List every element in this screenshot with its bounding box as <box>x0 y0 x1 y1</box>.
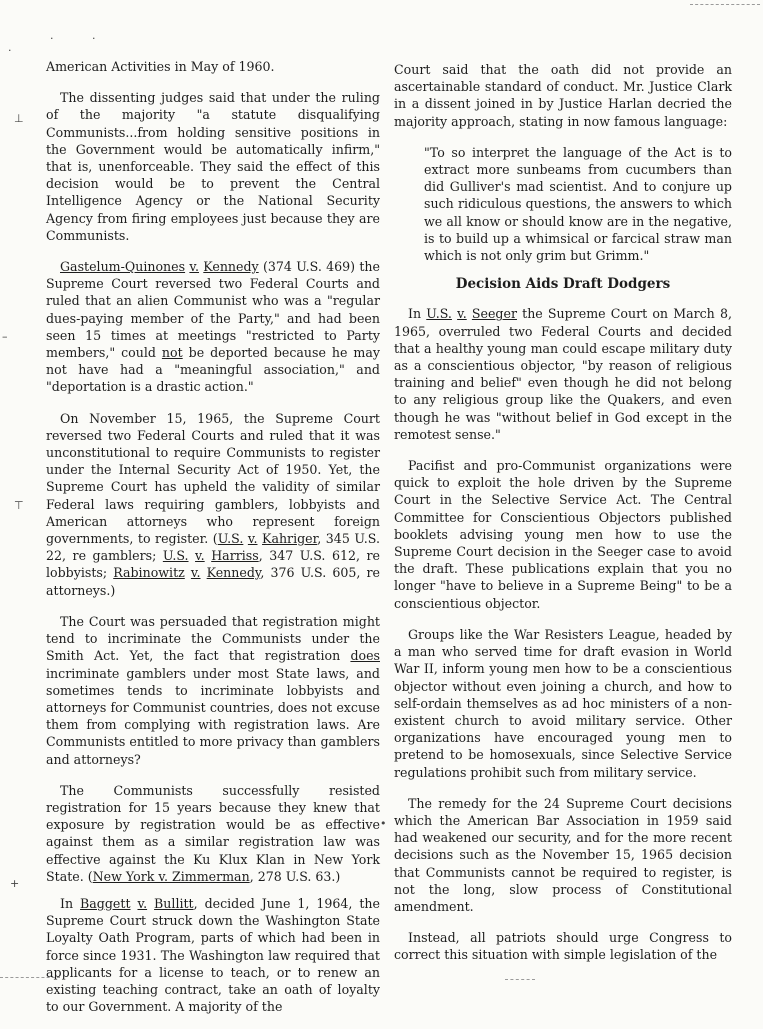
case-name: U.S. <box>426 306 452 322</box>
case-name: U.S. <box>217 531 244 547</box>
case-versus: v. <box>190 565 201 581</box>
paragraph: Groups like the War Resisters League, headed by a man who served time for draft evasion in World War II, inform young men how to be a conscientious objector without even joining a church, and how to self-ordain themselves as ad hoc ministers of a non-existent church to avoid military service. Other organizations have encouraged young men to pretend to be homosexuals, since Selective Service regulations prohibit such from military service. <box>394 626 732 780</box>
paragraph <box>46 258 380 396</box>
paragraph: Pacifist and pro-Communist organizations were quick to exploit the hole driven by the Supreme Court in the Selective Service Act. The Central Committee for Conscientious Objectors published booklets advising young men how to use the Supreme Court decision in the Seeger case to avoid the draft. These publications explain that you no longer "have to believe in a Supreme Being" to be a conscientious objector. <box>394 458 732 611</box>
paragraph: The remedy for the 24 Supreme Court decisions which the American Bar Association in 1959 said had weakened our security, and for the more recent decisions such as the November 15, 1965 decision that Communists cannot be required to register, is not the long, slow process of Constitutional amendment. <box>394 795 732 914</box>
right-column <box>394 61 732 978</box>
paragraph-text: , 376 U.S. 605, re attorneys.) <box>46 565 380 598</box>
paragraph: The dissenting judges said that under the ruling of the majority "a statute disqualifying Communists...from holding sensitive positions in the Government would be automatically infirm," that is, unenforceable. They said the effect of this decision would be to prevent the Central Intelligence Agency or the National Security Agency from firing employees just because they are Communists. <box>46 90 380 243</box>
case-versus: v. <box>189 259 199 275</box>
paragraph <box>46 782 380 885</box>
paragraph: Court said that the oath did not provide an ascertainable standard of conduct. Mr. Justice Clark in a dissent joined in by Justice Harlan decried the majority approach, stating in now famous language: <box>394 62 732 129</box>
paragraph-text: be deported because he may not have had a "meaningful association," and "deportation is a drastic action." <box>46 345 380 395</box>
paragraph <box>394 305 732 443</box>
paragraph-text: The Communists successfully resisted registration for 15 years because they knew that exposure by registration would be as effective against them as a similar registration law was effective against the Ku Klux Klan in New York State. ( <box>46 782 380 884</box>
case-name: Bullitt <box>154 895 194 911</box>
case-versus: v. <box>247 531 258 547</box>
margin-mark: · <box>92 32 96 45</box>
section-heading: Decision Aids Draft Dodgers <box>455 276 671 293</box>
case-name: Kennedy <box>206 565 261 581</box>
case-versus: v. <box>457 306 467 322</box>
paragraph-text: , 278 U.S. 63.) <box>249 868 341 884</box>
case-name: Harriss <box>211 548 259 564</box>
paragraph <box>46 613 380 768</box>
margin-mark: + <box>10 877 20 890</box>
bottom-edge-line <box>505 979 535 980</box>
paragraph-text: the Supreme Court on March 8, 1965, overruled two Federal Courts and decided that a healthy young man could escape military duty as a conscientious objector, "by reason of religious training and belief" even though he did not belong to any religious group like the Quakers, and even though he was "without belief in God except in the remotest sense." <box>394 306 732 442</box>
paragraph-text: , decided June 1, 1964, the Supreme Court struck down the Washington State Loyalty Oath Program, parts of which had been in force since 1931. The Washington law required that applicants for a license to teach, or to renew an existing teaching contract, take an oath of loyalty to our Government. A majority of the <box>46 895 380 1015</box>
block-quote: "To so interpret the language of the Act is to extract more sunbeams from cucumbers than did Gulliver's mad scientist. And to conjure up such ridiculous questions, the answers to which we all know or should know are in the negative, is to build up a whimsical or farcical straw man which is not only grim but Grimm." <box>424 144 732 264</box>
paragraph-text: The Court was persuaded that registration might tend to incriminate the Communists under the Smith Act. Yet, the fact that registration <box>46 613 380 664</box>
paragraph: American Activities in May of 1960. <box>46 59 275 74</box>
margin-mark: – <box>2 330 8 343</box>
margin-mark: · <box>8 44 12 57</box>
case-name: Baggett <box>80 895 131 911</box>
paragraph-text: , 347 U.S. 612, re lobbyists; <box>46 548 380 581</box>
margin-mark: · <box>50 32 54 45</box>
top-edge-line <box>690 4 760 5</box>
left-column <box>46 58 380 1029</box>
paragraph <box>46 895 380 1015</box>
emphasis: not <box>161 345 183 361</box>
margin-mark: ⊥ <box>14 112 24 125</box>
margin-mark: ⊤ <box>14 499 24 512</box>
paragraph-text: On November 15, 1965, the Supreme Court reversed two Federal Courts and ruled that it was unconstitutional to require Communists to register under the Internal Security Act of 1950. Yet, the Supreme Court has upheld the validity of similar Federal laws requiring gamblers, lobbyists and American attorneys who represent foreign governments, to register. ( <box>46 410 380 547</box>
case-versus: v. <box>137 895 148 911</box>
emphasis: does <box>350 648 380 664</box>
paragraph <box>46 410 380 599</box>
case-name: Seeger <box>471 306 517 322</box>
case-name: New York v. Zimmerman <box>92 868 250 884</box>
paragraph-text: , 345 U.S. 22, re gamblers; <box>46 531 380 564</box>
paragraph-text: In <box>60 895 81 911</box>
paragraph-text: (374 U.S. 469) the Supreme Court reversed two Federal Courts and ruled that an alien Communist who was a "regular dues-paying member of the Party," and had been seen 15 times at meetings "restricted to Party members," could <box>46 259 380 361</box>
case-versus: v. <box>195 548 205 564</box>
case-name: Rabinowitz <box>113 565 185 581</box>
case-name: Gastelum-Quinones <box>60 259 186 275</box>
case-name: U.S. <box>162 548 189 564</box>
paragraph-text: incriminate gamblers under most State laws, and sometimes tends to incriminate lobbyists and attorneys for Communist countries, does not excuse them from complying with registration laws. Are Communists entitled to more privacy than gamblers and attorneys? <box>46 665 380 767</box>
margin-mark: • <box>380 817 387 830</box>
case-name: Kahriger <box>262 531 318 547</box>
paragraph: Instead, all patriots should urge Congress to correct this situation with simple legislation of the <box>394 930 732 963</box>
paragraph-text: In <box>408 306 427 322</box>
case-name: Kennedy <box>203 259 259 275</box>
